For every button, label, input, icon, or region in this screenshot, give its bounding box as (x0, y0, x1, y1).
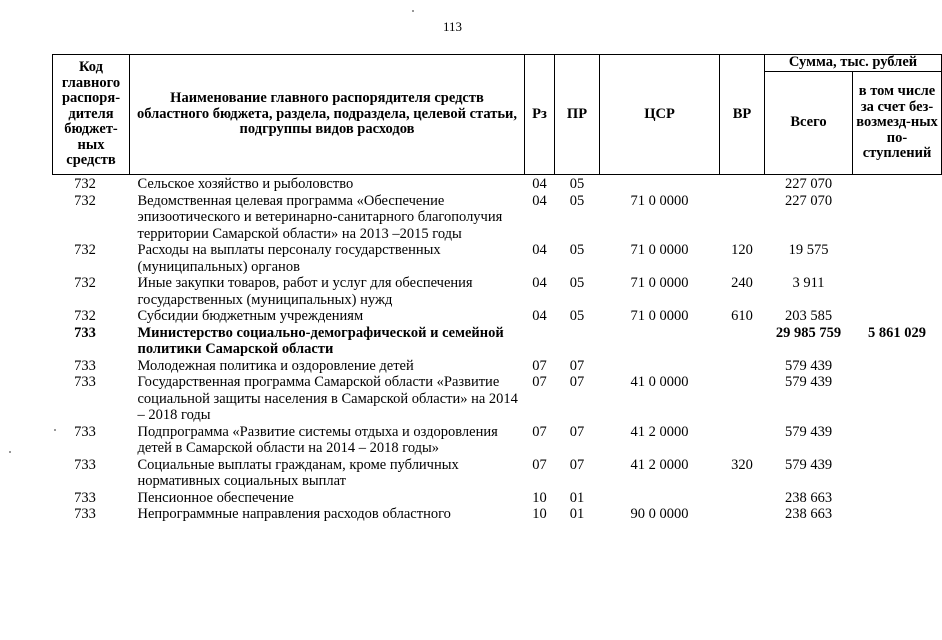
cell-code: 733 (74, 489, 96, 506)
cell-name: Социальные выплаты гражданам, кроме публичных нормативных социальных выплат (137, 456, 459, 489)
cell-grant (853, 175, 942, 193)
cell-name: Государственная программа Самарской области «Развитие социальной защиты населения в Самарской области» на 2014 – 2018 годы (137, 374, 518, 423)
cell-vr: 320 (731, 456, 753, 473)
cell-pr: 05 (569, 176, 585, 192)
cell-pr: 01 (569, 489, 585, 506)
header-total: Всего (765, 72, 853, 175)
cell-rz: 04 (532, 275, 547, 291)
cell-code: 733 (74, 506, 96, 522)
cell-rz: 10 (532, 506, 547, 522)
table-row (53, 506, 942, 523)
cell-code: 733 (74, 456, 96, 473)
cell-code: 733 (74, 423, 96, 440)
cell-total: 579 439 (784, 456, 833, 473)
cell-name: Субсидии бюджетным учреждениям (137, 308, 364, 324)
header-vr: ВР (720, 55, 765, 175)
cell-vr: 120 (731, 242, 753, 258)
table-row (53, 275, 942, 308)
cell-name: Непрограммные направления расходов областного (137, 506, 451, 522)
cell-code: 733 (74, 324, 96, 341)
cell-vr (720, 358, 765, 375)
cell-name: Иные закупки товаров, работ и услуг для обеспечения государственных (муниципальных) нужд (137, 275, 473, 308)
cell-csr: 90 0 0000 (630, 506, 689, 522)
cell-total: 227 070 (784, 176, 833, 192)
cell-total: 238 663 (784, 489, 833, 506)
scan-speck (412, 10, 414, 12)
header-csr: ЦСР (600, 55, 720, 175)
table-row (53, 193, 942, 243)
cell-grant (853, 308, 942, 325)
cell-name: Министерство социально-демографической и семейной политики Самарской области (137, 324, 504, 357)
cell-name: Пенсионное обеспечение (137, 489, 294, 506)
cell-code: 732 (74, 242, 96, 258)
cell-grant (853, 358, 942, 375)
cell-csr: 71 0 0000 (630, 242, 689, 258)
cell-code: 733 (74, 357, 96, 374)
cell-code: 732 (74, 176, 96, 192)
cell-total: 227 070 (784, 192, 833, 209)
table-row (53, 490, 942, 507)
cell-grant (853, 424, 942, 457)
cell-pr: 05 (569, 192, 585, 209)
cell-csr (600, 325, 720, 358)
cell-total: 579 439 (784, 374, 833, 390)
cell-csr: 41 2 0000 (630, 423, 689, 440)
cell-code: 733 (74, 374, 96, 390)
cell-code: 732 (74, 308, 96, 324)
header-pr: ПР (555, 55, 600, 175)
table-row (53, 308, 942, 325)
cell-pr: 07 (569, 423, 585, 440)
cell-vr (720, 490, 765, 507)
table-body (53, 175, 942, 523)
cell-code: 732 (74, 192, 96, 209)
cell-total: 29 985 759 (775, 324, 842, 341)
cell-total: 3 911 (792, 275, 825, 291)
cell-grant (853, 242, 942, 275)
cell-csr: 71 0 0000 (630, 275, 689, 291)
cell-vr (720, 193, 765, 243)
cell-csr (600, 175, 720, 193)
cell-rz (525, 325, 555, 358)
cell-csr: 41 0 0000 (630, 374, 689, 390)
cell-rz: 10 (532, 489, 547, 506)
cell-rz: 04 (532, 176, 547, 192)
table-row (53, 424, 942, 457)
scan-speck (9, 451, 11, 453)
table-row (53, 175, 942, 193)
cell-csr: 71 0 0000 (630, 192, 689, 209)
cell-code: 732 (74, 275, 96, 291)
cell-csr (600, 358, 720, 375)
cell-grant (853, 490, 942, 507)
cell-rz: 07 (532, 357, 547, 374)
cell-vr: 610 (731, 308, 753, 324)
cell-total: 579 439 (784, 423, 833, 440)
cell-vr (720, 506, 765, 523)
cell-rz: 04 (532, 242, 547, 258)
cell-pr: 05 (569, 275, 585, 291)
header-rz: Рз (525, 55, 555, 175)
cell-name: Сельское хозяйство и рыболовство (137, 176, 354, 192)
cell-name: Молодежная политика и оздоровление детей (137, 357, 414, 374)
cell-csr: 71 0 0000 (630, 308, 689, 324)
cell-name: Подпрограмма «Развитие системы отдыха и оздоровления детей в Самарской области на 2014 – 2018 годы» (137, 423, 498, 456)
cell-name: Ведомственная целевая программа «Обеспечение эпизоотического и ветеринарно-санитарного благополучия территории Самарской области» на 2013 –2015 годы (137, 192, 503, 242)
cell-vr (720, 325, 765, 358)
cell-rz: 04 (532, 192, 547, 209)
header-name: Наименование главного распорядителя средств областного бюджета, раздела, подраздела, целевой статьи, подгруппы видов расходов (130, 55, 525, 175)
cell-pr: 07 (569, 456, 585, 473)
header-grant: в том числе за счет без-возмезд-ных по-ступлений (853, 72, 942, 175)
cell-pr (555, 325, 600, 358)
table-row (53, 358, 942, 375)
cell-grant: 5 861 029 (868, 324, 926, 341)
cell-grant (853, 275, 942, 308)
table-row (53, 457, 942, 490)
cell-csr (600, 490, 720, 507)
cell-total: 203 585 (784, 308, 833, 324)
cell-rz: 07 (532, 423, 547, 440)
cell-rz: 07 (532, 456, 547, 473)
budget-table (52, 54, 942, 523)
cell-vr (720, 424, 765, 457)
cell-grant (853, 193, 942, 243)
cell-pr: 01 (569, 506, 585, 522)
cell-rz: 07 (532, 374, 547, 390)
table-row (53, 374, 942, 424)
header-sum: Сумма, тыс. рублей (765, 55, 942, 72)
cell-vr (720, 175, 765, 193)
cell-pr: 05 (569, 308, 585, 324)
cell-pr: 07 (569, 374, 585, 390)
cell-grant (853, 374, 942, 424)
table-row (53, 325, 942, 358)
cell-name: Расходы на выплаты персоналу государственных (муниципальных) органов (137, 242, 441, 275)
cell-total: 238 663 (784, 506, 833, 522)
page-number: 113 (442, 19, 463, 34)
table-row (53, 242, 942, 275)
cell-csr: 41 2 0000 (630, 456, 689, 473)
cell-vr (720, 374, 765, 424)
cell-pr: 05 (569, 242, 585, 258)
cell-grant (853, 506, 942, 523)
cell-total: 19 575 (788, 242, 829, 258)
cell-grant (853, 457, 942, 490)
cell-pr: 07 (569, 357, 585, 374)
cell-total: 579 439 (784, 357, 833, 374)
cell-vr: 240 (731, 275, 753, 291)
cell-rz: 04 (532, 308, 547, 324)
header-code: Код главного распоря-дителя бюджет-ных средств (53, 55, 130, 175)
